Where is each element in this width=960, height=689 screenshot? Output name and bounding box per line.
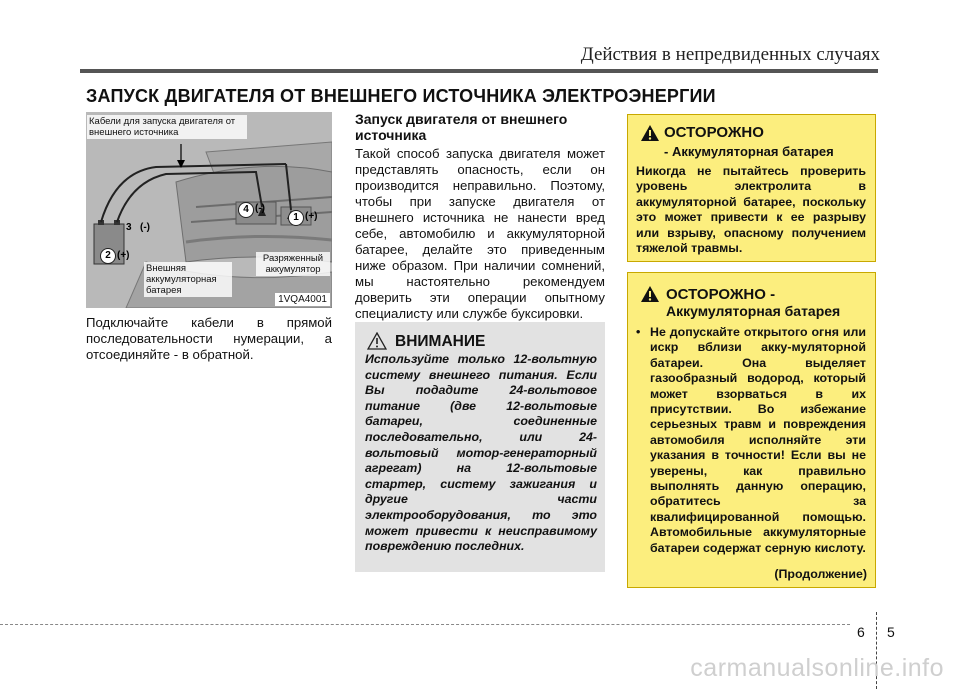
marker-1-polarity: (+) [305,211,318,222]
marker-1: 1 [288,210,304,226]
warning2-title: ОСТОРОЖНО - [666,286,776,303]
warning-box-electrolyte [627,114,876,262]
warning-triangle-icon [640,285,660,303]
external-battery-label: Внешняя аккумуляторная батарея [144,262,232,297]
jump-start-figure [86,112,332,308]
footer-rule [0,624,850,625]
warning-box-hydrogen [627,272,876,588]
chapter-number: 6 [857,624,865,640]
attention-box [355,322,605,572]
discharged-battery-label: Разряженный аккумулятор [256,252,330,276]
running-header: Действия в непредвиденных случаях [580,44,880,65]
section-title: ЗАПУСК ДВИГАТЕЛЯ ОТ ВНЕШНЕГО ИСТОЧНИКА ЭЛЕКТРОЭНЕРГИИ [86,86,716,106]
warning2-bullet-mark: • [636,325,641,339]
page-number: 5 [887,624,895,640]
figure-caption: Подключайте кабели в прямой последовательности нумерации, а отсоединяйте - в обратной. [86,315,332,362]
marker-3-polarity: (-) [140,222,150,233]
warning1-title: ОСТОРОЖНО [664,124,764,141]
marker-2: 2 [100,248,116,264]
subsection-heading: Запуск двигателя от внешнего источника [355,111,568,143]
warning1-text: Никогда не пытайтесь проверить уровень электролита в аккумуляторной батарее, поскольку это может привести к ее разрыву или взрыву, опасному получением тяжелой травмы. [636,164,866,256]
header-rule [80,69,878,73]
body-paragraph: Такой способ запуска двигателя может представлять опасность, если он производится неправильно. Поэтому, чтобы при запуске двигателя от внешнего источника не нанести вред себе, автомобилю и аккумуляторной батарее, делайте это приведенным ниже образом. При наличии сомнений, мы настоятельно рекомендуем доверить эти операции опытному специалисту или службе буксировки. [355,146,605,321]
warning-triangle-icon [640,124,660,142]
warning1-subtitle: - Аккумуляторная батарея [664,144,834,159]
warning2-bullet-text: Не допускайте открытого огня или искр вблизи акку-муляторной батареи. Она выделяет газообразный водород, который может взорваться в их присутствии. Во избежание серьезных травм и повреждения автомобиля исполняйте эти указания в точности! Если вы не уверены, как правильно выполнять данную операцию, обратитесь за квалифицированной помощью. Автомобильные аккумуляторные батареи содержат серную кислоту. [650,325,866,555]
warning2-subtitle: Аккумуляторная батарея [666,303,841,319]
marker-3: 3 [126,222,132,233]
attention-title: ВНИМАНИЕ [395,333,486,350]
cables-label: Кабели для запуска двигателя от внешнего источника [87,115,247,139]
caution-triangle-icon [367,332,387,350]
continued-label: (Продолжение) [774,567,867,581]
marker-4: 4 [238,202,254,218]
attention-text: Используйте только 12-вольтную систему внешнего питания. Если Вы подадите 24-вольтовое питание (две 12-вольтовые батареи, соединенные последовательно, или 24-вольтовый мотор-генераторный агрегат) на 12-вольтовые стартер, систему зажигания и другие части электрооборудования, то это может привести к неисправимому повреждению последних. [365,352,597,554]
marker-4-polarity: (-) [255,203,265,214]
figure-code: 1VQA4001 [275,293,330,306]
marker-2-polarity: (+) [117,250,130,261]
watermark: carmanualsonline.info [690,654,944,682]
